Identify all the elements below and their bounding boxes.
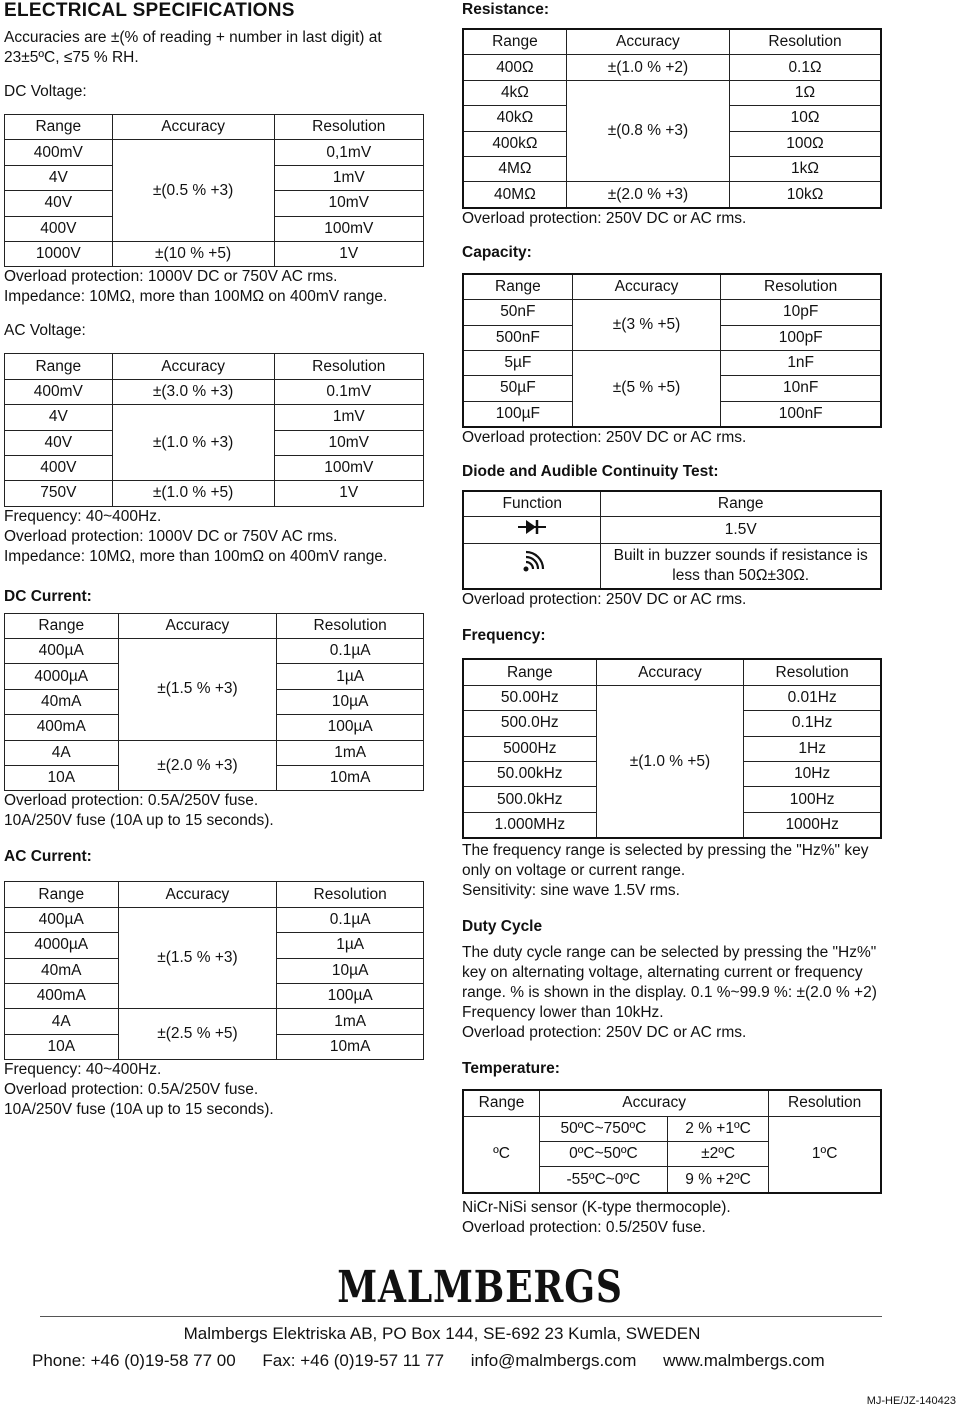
accuracy-cell: ±(1.5 % +3)	[118, 907, 277, 1009]
col-range: Range	[463, 274, 572, 300]
resistance-heading: Resistance:	[462, 1, 550, 18]
range-cell: 400µA	[5, 907, 119, 932]
resolution-cell: 100mV	[274, 455, 423, 480]
col-resolution: Resolution	[274, 354, 423, 379]
resolution-cell: 0.1µA	[277, 907, 424, 932]
range-cell: 40V	[5, 430, 113, 455]
range-cell: 500.0Hz	[463, 711, 596, 736]
range-cell: 500nF	[463, 325, 572, 350]
col-resolution: Resolution	[769, 1090, 881, 1116]
resistance-note: Overload protection: 250V DC or AC rms.	[462, 209, 747, 227]
range-cell: 40mA	[5, 958, 119, 983]
table-row	[463, 1116, 881, 1141]
resolution-cell: 10µA	[277, 689, 424, 714]
document-code: MJ-HE/JZ-140423	[866, 1395, 956, 1407]
accuracy-cell: ±(1.0 % +2)	[566, 55, 729, 80]
frequency-heading: Frequency:	[462, 627, 546, 645]
col-range: Range	[463, 659, 596, 685]
resolution-cell: 10mA	[277, 1034, 424, 1059]
accuracy-cell: ±(0.8 % +3)	[566, 80, 729, 182]
range-cell: 40V	[5, 191, 113, 216]
buzzer-range: Built in buzzer sounds if resistance is less than 50Ω±30Ω.	[601, 544, 881, 590]
col-resolution: Resolution	[274, 115, 423, 140]
table-row	[463, 55, 881, 80]
range-cell: 4kΩ	[463, 80, 566, 105]
resolution-cell: 10nF	[721, 376, 881, 401]
accuracy-cell: 9 % +2ºC	[667, 1167, 769, 1193]
accuracy-cell: ±(1.0 % +5)	[112, 481, 274, 506]
table-row	[463, 685, 881, 710]
range-cell: 400kΩ	[463, 131, 566, 156]
table-row	[5, 481, 424, 506]
resistance-table	[462, 28, 882, 209]
phone: Phone: +46 (0)19-58 77 00	[32, 1351, 236, 1370]
col-range: Range	[5, 115, 113, 140]
resolution-cell: 1µA	[277, 664, 424, 689]
footer-divider	[40, 1316, 882, 1317]
dc-voltage-note: Impedance: 10MΩ, more than 100MΩ on 400mV range.	[4, 288, 388, 306]
table-row	[463, 80, 881, 105]
range-cell: 10A	[5, 1034, 119, 1059]
table-row	[463, 517, 881, 544]
frequency-table	[462, 658, 882, 839]
range-cell: 50.00kHz	[463, 762, 596, 787]
accuracy-cell: ±(2.0 % +3)	[118, 740, 277, 791]
resolution-cell: 0.1mV	[274, 379, 423, 404]
contact-line	[32, 1351, 847, 1371]
ac-current-table	[4, 881, 424, 1060]
table-row	[463, 182, 881, 208]
col-accuracy: Accuracy	[596, 659, 744, 685]
range-cell: 50nF	[463, 300, 572, 325]
ac-voltage-note: Impedance: 10MΩ, more than 100mΩ on 400mV range.	[4, 547, 388, 565]
right-column	[462, 0, 882, 1238]
resolution-cell: 10mV	[274, 191, 423, 216]
resolution-cell: 1000Hz	[744, 812, 881, 838]
range-cell: 10A	[5, 766, 119, 791]
resolution-cell: 0.1µA	[277, 639, 424, 664]
col-accuracy: Accuracy	[572, 274, 721, 300]
table-row	[5, 907, 424, 932]
ac-current-note: Frequency: 40~400Hz.	[4, 1061, 162, 1079]
table-row	[463, 300, 881, 325]
company-address: Malmbergs Elektriska AB, PO Box 144, SE-692 23 Kumla, SWEDEN	[183, 1324, 701, 1343]
range-cell: 4000µA	[5, 664, 119, 689]
temp-range: ºC	[463, 1116, 540, 1193]
resolution-cell: 100mV	[274, 216, 423, 241]
resolution-cell: 1µA	[277, 933, 424, 958]
accuracy-cell: ±(0.5 % +3)	[112, 140, 274, 242]
range-cell: 5000Hz	[463, 736, 596, 761]
resolution-cell: 0.1Hz	[744, 711, 881, 736]
range-cell: 1000V	[5, 241, 113, 266]
temperature-table	[462, 1089, 882, 1194]
range-cell: 40kΩ	[463, 106, 566, 131]
resolution-cell: 1mA	[277, 740, 424, 765]
range-cell: 400V	[5, 455, 113, 480]
col-resolution: Resolution	[721, 274, 881, 300]
col-range: Range	[463, 1090, 540, 1116]
dc-voltage-note: Overload protection: 1000V DC or 750V AC rms.	[4, 268, 338, 286]
table-row	[463, 350, 881, 375]
temp-span-cell: 50ºC~750ºC	[540, 1116, 668, 1141]
resolution-cell: 100Ω	[730, 131, 881, 156]
range-cell: 400mV	[5, 140, 113, 165]
diode-icon	[518, 518, 546, 536]
fax: Fax: +46 (0)19-57 11 77	[262, 1351, 445, 1370]
range-cell: 500.0kHz	[463, 787, 596, 812]
table-row	[5, 1009, 424, 1034]
resolution-cell: 100nF	[721, 401, 881, 427]
col-resolution: Resolution	[277, 613, 424, 638]
range-cell: 400V	[5, 216, 113, 241]
temperature-heading: Temperature:	[462, 1060, 560, 1078]
buzzer-icon	[518, 549, 546, 577]
duty-cycle-note: Overload protection: 250V DC or AC rms.	[462, 1024, 747, 1042]
range-cell: 400Ω	[463, 55, 566, 80]
resolution-cell: 1mA	[277, 1009, 424, 1034]
accuracy-cell: ±(1.5 % +3)	[118, 639, 277, 741]
col-accuracy: Accuracy	[118, 882, 277, 907]
col-accuracy: Accuracy	[540, 1090, 769, 1116]
temp-span-cell: 0ºC~50ºC	[540, 1141, 668, 1166]
resolution-cell: 0.01Hz	[744, 685, 881, 710]
accuracy-cell: ±(5 % +5)	[572, 350, 721, 427]
resolution-cell: 100pF	[721, 325, 881, 350]
temp-span-cell: -55ºC~0ºC	[540, 1167, 668, 1193]
resolution-cell: 1kΩ	[730, 156, 881, 181]
website-link[interactable]: www.malmbergs.com	[663, 1351, 825, 1370]
resolution-cell: 100Hz	[744, 787, 881, 812]
dc-current-heading: DC Current:	[4, 587, 92, 605]
resolution-cell: 10pF	[721, 300, 881, 325]
range-cell: 4000µA	[5, 933, 119, 958]
col-function: Function	[463, 491, 601, 517]
resolution-cell: 100µA	[277, 983, 424, 1008]
table-row	[5, 740, 424, 765]
resolution-cell: 0.1Ω	[730, 55, 881, 80]
temperature-note: Overload protection: 0.5/250V fuse.	[462, 1218, 706, 1236]
frequency-note: The frequency range is selected by pressing the "Hz%" key only on voltage or current range.	[462, 842, 869, 880]
range-cell: 4MΩ	[463, 156, 566, 181]
col-resolution: Resolution	[744, 659, 881, 685]
diode-table	[462, 490, 882, 590]
range-cell: 5µF	[463, 350, 572, 375]
resolution-cell: 1mV	[274, 165, 423, 190]
ac-voltage-heading: AC Voltage:	[4, 322, 86, 340]
table-row	[5, 639, 424, 664]
range-cell: 4V	[5, 405, 113, 430]
resolution-cell: 1V	[274, 241, 423, 266]
col-range: Range	[5, 354, 113, 379]
range-cell: 750V	[5, 481, 113, 506]
accuracy-cell: ±(1.0 % +5)	[596, 685, 744, 838]
resolution-cell: 10mV	[274, 430, 423, 455]
dc-voltage-table	[4, 114, 424, 267]
diode-heading: Diode and Audible Continuity Test:	[462, 463, 719, 481]
col-accuracy: Accuracy	[112, 115, 274, 140]
buzzer-icon-cell	[463, 544, 601, 590]
resolution-cell: 10µA	[277, 958, 424, 983]
resolution-cell: 1Hz	[744, 736, 881, 761]
accuracy-cell: ±(2.5 % +5)	[118, 1009, 277, 1060]
resolution-cell: 10kΩ	[730, 182, 881, 208]
range-cell: 1.000MHz	[463, 812, 596, 838]
table-row	[5, 241, 424, 266]
capacity-table	[462, 273, 882, 428]
resolution-cell: 1nF	[721, 350, 881, 375]
brand-logo: MALMBERGS	[337, 1262, 623, 1313]
resolution-cell: 100µA	[277, 715, 424, 740]
diode-icon-cell	[463, 517, 601, 544]
resolution-cell: 1Ω	[730, 80, 881, 105]
ac-voltage-note: Overload protection: 1000V DC or 750V AC rms.	[4, 527, 338, 545]
col-accuracy: Accuracy	[566, 29, 729, 55]
range-cell: 400mA	[5, 983, 119, 1008]
range-cell: 4A	[5, 740, 119, 765]
resolution-cell: 10mA	[277, 766, 424, 791]
resolution-cell: 10Ω	[730, 106, 881, 131]
frequency-note: Sensitivity: sine wave 1.5V rms.	[462, 882, 680, 900]
accuracy-cell: ±(10 % +5)	[112, 241, 274, 266]
col-range: Range	[601, 491, 881, 517]
table-row	[5, 379, 424, 404]
range-cell: 50.00Hz	[463, 685, 596, 710]
dc-current-note: Overload protection: 0.5A/250V fuse.	[4, 792, 259, 810]
col-range: Range	[5, 882, 119, 907]
capacity-note: Overload protection: 250V DC or AC rms.	[462, 429, 747, 447]
range-cell: 400µA	[5, 639, 119, 664]
range-cell: 4V	[5, 165, 113, 190]
col-accuracy: Accuracy	[112, 354, 274, 379]
range-cell: 400mV	[5, 379, 113, 404]
range-cell: 40MΩ	[463, 182, 566, 208]
temp-resolution: 1ºC	[769, 1116, 881, 1193]
dc-current-note: 10A/250V fuse (10A up to 15 seconds).	[4, 812, 274, 830]
accuracy-cell: ±(2.0 % +3)	[566, 182, 729, 208]
range-cell: 50µF	[463, 376, 572, 401]
range-cell: 400mA	[5, 715, 119, 740]
resolution-cell: 10Hz	[744, 762, 881, 787]
ac-current-note: 10A/250V fuse (10A up to 15 seconds).	[4, 1101, 274, 1119]
temperature-note: NiCr-NiSi sensor (K-type thermocople).	[462, 1198, 731, 1216]
ac-current-note: Overload protection: 0.5A/250V fuse.	[4, 1081, 259, 1099]
duty-cycle-heading: Duty Cycle	[462, 918, 543, 936]
left-column	[4, 0, 424, 1120]
range-cell: 100µF	[463, 401, 572, 427]
diode-range: 1.5V	[601, 517, 881, 544]
range-cell: 40mA	[5, 689, 119, 714]
col-resolution: Resolution	[277, 882, 424, 907]
capacity-heading: Capacity:	[462, 243, 532, 261]
table-row	[5, 140, 424, 165]
col-range: Range	[5, 613, 119, 638]
accuracy-cell: 2 % +1ºC	[667, 1116, 769, 1141]
ac-current-heading: AC Current:	[4, 848, 92, 866]
range-cell: 4A	[5, 1009, 119, 1034]
col-resolution: Resolution	[730, 29, 881, 55]
accuracy-cell: ±(3 % +5)	[572, 300, 721, 351]
diode-note: Overload protection: 250V DC or AC rms.	[462, 591, 747, 609]
col-range: Range	[463, 29, 566, 55]
table-row	[463, 544, 881, 590]
email-link[interactable]: info@malmbergs.com	[470, 1351, 637, 1370]
ac-voltage-note: Frequency: 40~400Hz.	[4, 507, 162, 525]
col-accuracy: Accuracy	[118, 613, 277, 638]
accuracy-cell: ±(1.0 % +3)	[112, 405, 274, 481]
dc-voltage-heading: DC Voltage:	[4, 83, 87, 100]
resolution-cell: 0,1mV	[274, 140, 423, 165]
duty-cycle-text: The duty cycle range can be selected by pressing the "Hz%" key on alternating voltage, alternating current or frequency range. % is shown in the display. 0.1 %~99.9 %: ±(2.0 % +2) Frequency lower than 10kHz.	[462, 944, 877, 1022]
dc-current-table	[4, 613, 424, 792]
ac-voltage-table	[4, 353, 424, 506]
resolution-cell: 1V	[274, 481, 423, 506]
accuracy-cell: ±(3.0 % +3)	[112, 379, 274, 404]
table-row	[5, 405, 424, 430]
page-title: ELECTRICAL SPECIFICATIONS	[4, 0, 295, 21]
accuracy-note: Accuracies are ±(% of reading + number in last digit) at 23±5ºC, ≤75 % RH.	[4, 29, 382, 66]
resolution-cell: 1mV	[274, 405, 423, 430]
accuracy-cell: ±2ºC	[667, 1141, 769, 1166]
